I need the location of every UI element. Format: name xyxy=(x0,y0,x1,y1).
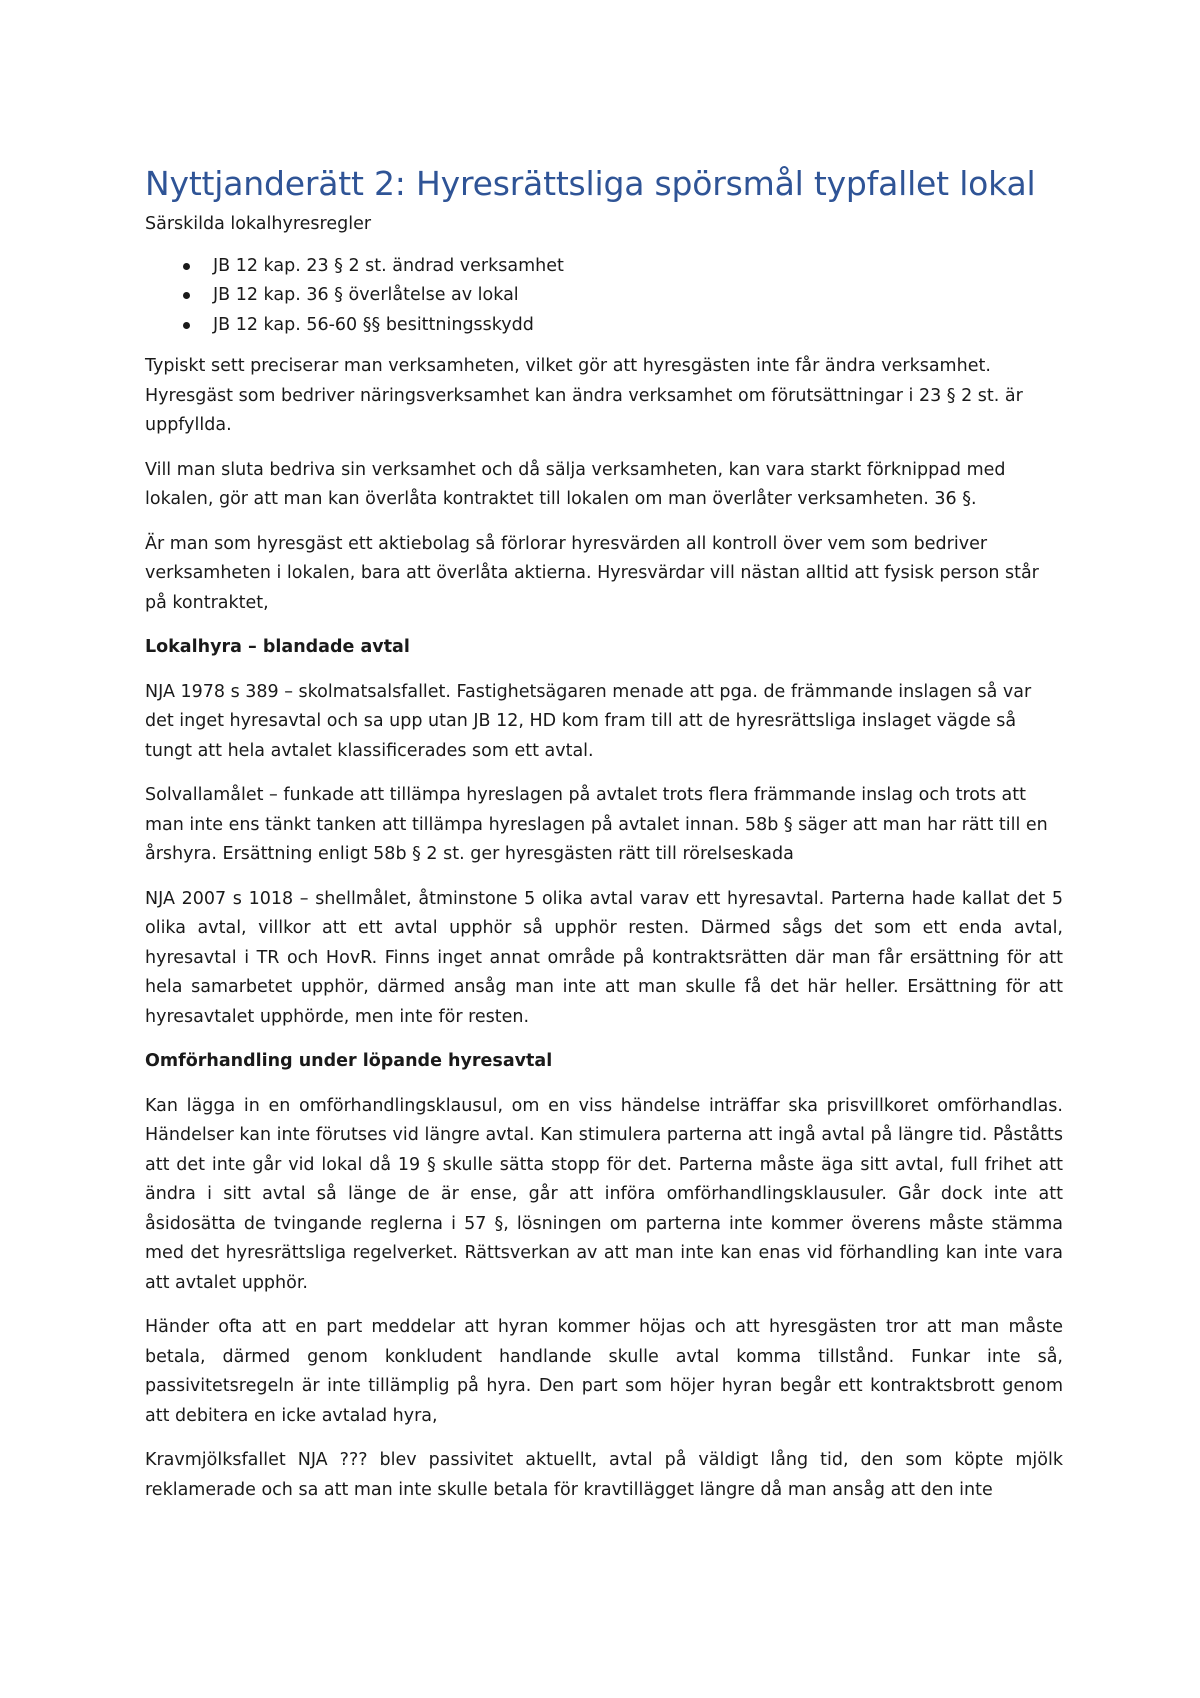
list-item-text: JB 12 kap. 23 § 2 st. ändrad verksamhet xyxy=(213,255,564,276)
list-item xyxy=(145,252,1063,282)
bullet-icon xyxy=(183,322,190,329)
section-heading-mixed-contracts: Lokalhyra – blandade avtal xyxy=(145,637,410,657)
bullet-icon xyxy=(183,292,190,299)
list-item-text: JB 12 kap. 56-60 §§ besittningsskydd xyxy=(213,314,534,335)
paragraph-nja-1978: NJA 1978 s 389 – skolmatsalsfallet. Fastighetsägaren menade att pga. de främmande inslagen så var det inget hyresavtal och sa upp utan JB 12, HD kom fram till att de hyresrättsliga inslaget vägde så tungt att hela avtalet klassificerades som ett avtal. xyxy=(145,681,1032,761)
section-heading-renegotiation: Omförhandling under löpande hyresavtal xyxy=(145,1051,553,1071)
paragraph-rent-increase: Händer ofta att en part meddelar att hyran kommer höjas och att hyresgästen tror att man måste betala, därmed genom konkludent handlande skulle avtal komma tillstånd. Funkar inte så, passivitetsregeln är inte tillämplig på hyra. Den part som höjer hyran begår ett kontraktsbrott genom att debitera en icke avtalad hyra, xyxy=(145,1317,1063,1426)
list-item-text: JB 12 kap. 36 § överlåtelse av lokal xyxy=(213,285,519,305)
paragraph-kravmjolk: Kravmjölksfallet NJA ??? blev passivitet aktuellt, avtal på väldigt lång tid, den som köpte mjölk reklamerade och sa att man inte skulle betala för kravtillägget längre då man ansåg att den inte xyxy=(145,1450,1063,1500)
paragraph-transfer: Vill man sluta bedriva sin verksamhet och då sälja verksamheten, kan vara starkt förknippad med lokalen, gör att man kan överlåta kontraktet till lokalen om man överlåter verksamheten. 36 §. xyxy=(145,459,1006,509)
list-item xyxy=(145,311,1063,341)
document-title: Nyttjanderätt 2: Hyresrättsliga spörsmål typfallet lokal xyxy=(145,164,1036,203)
paragraph-solvalla: Solvallamålet – funkade att tillämpa hyreslagen på avtalet trots flera främmande inslag och trots att man inte ens tänkt tanken att tillämpa hyreslagen på avtalet innan. 58b § säger att man har rätt till en årshyra. Ersättning enligt 58b § 2 st. ger hyresgästen rätt till rörelseskada xyxy=(145,785,1048,864)
document-body xyxy=(145,162,1063,1520)
paragraph-renegotiation-clause: Kan lägga in en omförhandlingsklausul, om en viss händelse inträffar ska prisvillkoret omförhandlas. Händelser kan inte förutses vid längre avtal. Kan stimulera parterna att ingå avtal på längre tid. Påståtts att det inte går vid lokal då 19 § skulle sätta stopp för det. Parterna måste äga sitt avtal, full frihet att ändra i sitt avtal så länge de är ense, går att införa omförhandlingsklausuler. Går dock inte att åsidosätta de tvingande reglerna i 57 §, lösningen om parterna inte kommer överens måste stämma med det hyresrättsliga regelverket. Rättsverkan av att man inte kan enas vid förhandling kan inte vara att avtalet upphör. xyxy=(145,1095,1063,1293)
paragraph-company-tenant: Är man som hyresgäst ett aktiebolag så förlorar hyresvärden all kontroll över vem som bedriver verksamheten i lokalen, bara att överlåta aktierna. Hyresvärdar vill nästan alltid att fysisk person står på kontraktet, xyxy=(145,533,1039,613)
document-subtitle: Särskilda lokalhyresregler xyxy=(145,214,372,234)
list-item xyxy=(145,281,1063,311)
bullet-icon xyxy=(183,263,190,270)
paragraph-nja-2007: NJA 2007 s 1018 – shellmålet, åtminstone 5 olika avtal varav ett hyresavtal. Parterna hade kallat det 5 olika avtal, villkor att ett avtal upphör så upphör resten. Därmed sågs det som ett enda avtal, hyresavtal i TR och HovR. Finns inget annat område på kontraktsrätten där man får ersättning för att hela samarbetet upphör, därmed ansåg man inte att man skulle få det här heller. Ersättning för att hyresavtalet upphörde, men inte för resten. xyxy=(145,888,1063,1027)
statute-list xyxy=(145,252,1063,341)
paragraph-changed-business: Typiskt sett preciserar man verksamheten, vilket gör att hyresgästen inte får ändra verksamhet. Hyresgäst som bedriver näringsverksamhet kan ändra verksamhet om förutsättningar i 23 § 2 st. är uppfyllda. xyxy=(145,356,1023,435)
